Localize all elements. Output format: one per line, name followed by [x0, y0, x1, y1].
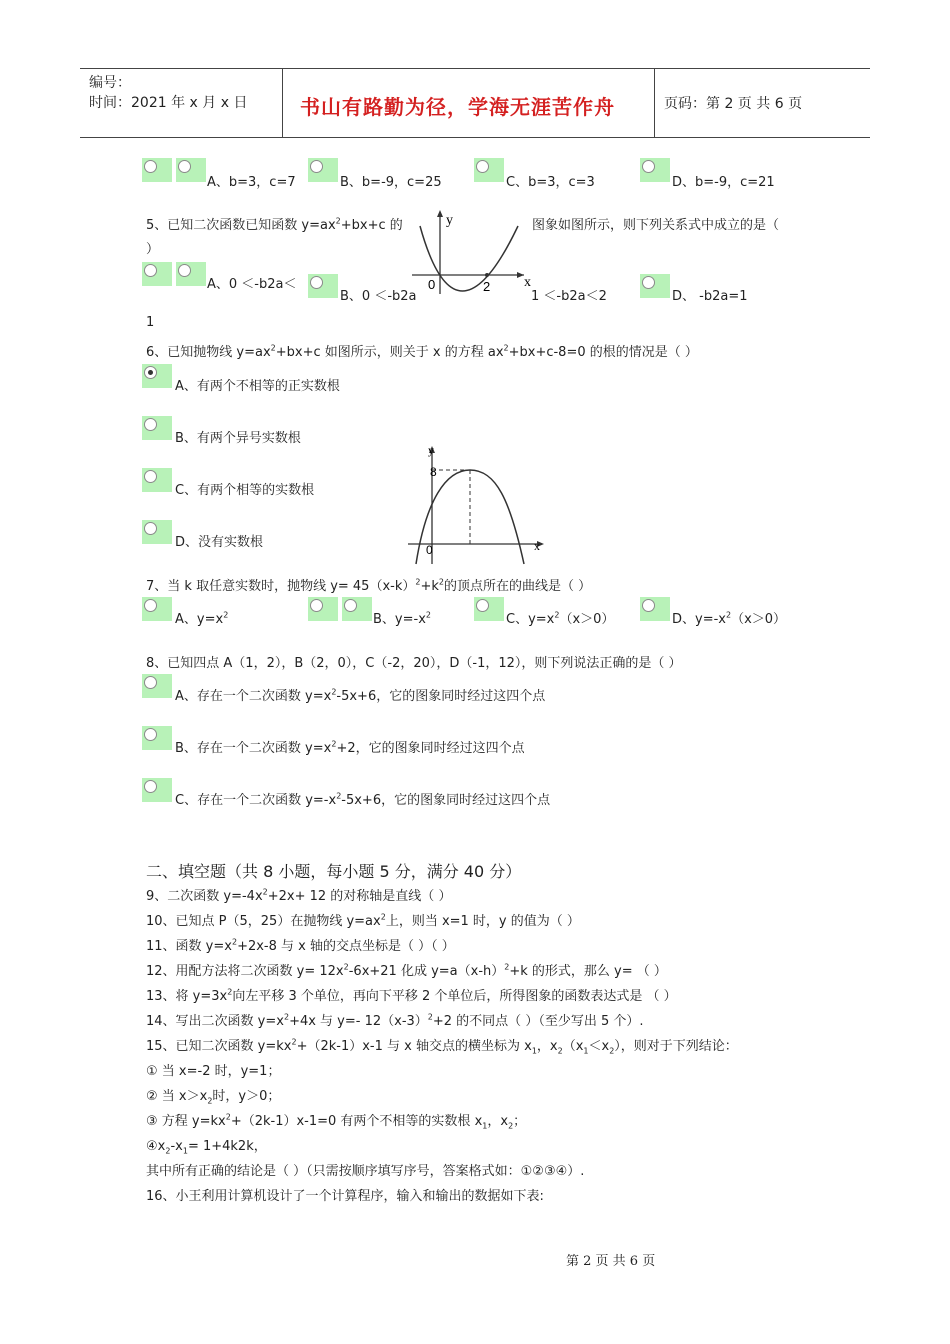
q5-radio-b[interactable]	[308, 274, 338, 298]
y-axis-arrow	[437, 210, 443, 217]
q9: 9、二次函数 $y=-4x^2+2x+ 12$ 的对称轴是直线（ ）	[146, 887, 452, 904]
q5-radio-a-1[interactable]	[142, 262, 172, 286]
q15-answer-prompt: 其中所有正确的结论是（ ）（只需按顺序填写序号，答案格式如：①②③④）.	[146, 1164, 585, 1179]
q6-option-d: D、没有实数根	[175, 535, 264, 550]
q15-conclusion-2: ② 当 $x>x_2$时，y＞0；	[146, 1089, 281, 1106]
q7-radio-c[interactable]	[474, 597, 504, 621]
y-axis-label: y	[428, 443, 434, 457]
q5-stem-end: ）	[146, 242, 160, 257]
origin-label: 0	[428, 277, 436, 292]
q13: 13、将 $y=3x^2$向左平移 3 个单位，再向下平移 2 个单位后，所得图象的函数表达式是 （ ）	[146, 987, 677, 1004]
header-divider	[654, 69, 655, 137]
q5-option-b: B、0 ＜-b2a	[340, 289, 417, 304]
header-motto: 书山有路勤为径，学海无涯苦作舟	[300, 95, 615, 119]
q4-radio-a-2[interactable]	[176, 158, 206, 182]
q6-radio-d[interactable]	[142, 520, 172, 544]
q8-radio-a[interactable]	[142, 674, 172, 698]
y-axis-label: y	[446, 213, 453, 228]
q14: 14、写出二次函数 $y=x^2+4x$ 与 y=- $12(x-3)^2+2$ 的不同点（ ）（至少写出 5 个）.	[146, 1012, 644, 1029]
code-label: 编号：	[89, 75, 131, 91]
q6-radio-b[interactable]	[142, 416, 172, 440]
q7-radio-d[interactable]	[640, 597, 670, 621]
q5-stem: 5、已知二次函数已知函数 $y=ax^2+bx+c$ 的	[146, 216, 403, 233]
q15-conclusion-3: ③ 方程 $y=kx^2+(2k-1)x-1=0$ 有两个不相等的实数根 $x_1$，$x_2$；	[146, 1112, 527, 1131]
section-title: 二、填空题（共 8 小题，每小题 5 分，满分 40 分）	[146, 862, 522, 881]
q11: 11、函数 $y=x^2+2x-8$ 与 x 轴的交点坐标是（ ）（ ）	[146, 937, 455, 954]
q6-stem: 6、已知抛物线 $y=ax^2+bx+c$ 如图所示，则关于 x 的方程 $ax^2+bx+c-8=0$ 的根的情况是（ ）	[146, 343, 698, 360]
q6-option-a: A、有两个不相等的正实数根	[175, 379, 340, 394]
q12: 12、用配方法将二次函数 $y= 12x^2-6x+21$ 化成 $y=a(x-h)^2+k$ 的形式，那么 y= （ ）	[146, 962, 667, 979]
q6-radio-a[interactable]	[142, 364, 172, 388]
q4-radio-b[interactable]	[308, 158, 338, 182]
q8-option-c: C、存在一个二次函数 $y=-x^2-5x+6$，它的图象同时经过这四个点	[175, 791, 551, 808]
page-footer: 第 2 页 共 6 页	[566, 1254, 656, 1269]
q7-stem: 7、当 k 取任意实数时，抛物线 $y= 45(x-k)^2+k^2$的顶点所在的曲线是（ ）	[146, 577, 592, 594]
q5-radio-d[interactable]	[640, 274, 670, 298]
q7-option-d: D、$y=-x^2(x>0)$	[672, 610, 787, 627]
q6-option-b: B、有两个异号实数根	[175, 431, 301, 446]
q7-option-a: A、$y=x^2$	[175, 610, 229, 627]
x-axis-label: x	[524, 275, 531, 290]
q7-radio-b-2[interactable]	[342, 597, 372, 621]
q7-radio-b-1[interactable]	[308, 597, 338, 621]
q5-option-c: 1 ＜-b2a＜2	[531, 289, 607, 304]
q4-option-c: C、b=3，c=3	[506, 175, 595, 190]
q7-radio-a[interactable]	[142, 597, 172, 621]
header-divider	[282, 69, 283, 137]
q4-option-a: A、b=3，c=7	[207, 175, 296, 190]
q8-option-a: A、存在一个二次函数 $y=x^2-5x+6$，它的图象同时经过这四个点	[175, 687, 546, 704]
q5-radio-a-2[interactable]	[176, 262, 206, 286]
q15-conclusion-4: $④x_2-x_1= 1+4k2k$，	[146, 1139, 267, 1156]
q4-radio-d[interactable]	[640, 158, 670, 182]
root-point	[485, 273, 489, 277]
page-header	[80, 68, 870, 138]
q15-conclusion-1: ① 当 x=-2 时，y=1；	[146, 1064, 281, 1079]
q7-option-c: C、$y=x^2(x>0)$	[506, 610, 615, 627]
q5-parabola-graph	[406, 206, 536, 300]
q16: 16、小王利用计算机设计了一个计算程序，输入和输出的数据如下表:	[146, 1189, 544, 1204]
q4-option-d: D、b=-9，c=21	[672, 175, 775, 190]
tick-label: 2	[483, 279, 491, 294]
q4-radio-c[interactable]	[474, 158, 504, 182]
q7-option-b: B、$y=-x^2$	[373, 610, 431, 627]
q6-parabola-graph	[404, 440, 552, 568]
q4-radio-a-1[interactable]	[142, 158, 172, 182]
tick-label: 8	[430, 465, 437, 479]
x-axis-arrow	[517, 272, 524, 278]
header-page-label: 页码：第 2 页 共 6 页	[664, 96, 803, 112]
q8-stem: 8、已知四点 A（1，2），B（2，0），C（-2，20），D（-1，12），则下列说法正确的是（ ）	[146, 656, 682, 671]
q6-option-c: C、有两个相等的实数根	[175, 483, 315, 498]
q6-radio-c[interactable]	[142, 468, 172, 492]
q15: 15、已知二次函数 $y=kx^2+(2k-1)x-1$ 与 x 轴交点的横坐标为 $x_1$，$x_2(x_1<x_2)$，则对于下列结论：	[146, 1037, 738, 1056]
q8-radio-c[interactable]	[142, 778, 172, 802]
q8-option-b: B、存在一个二次函数 $y=x^2+2$，它的图象同时经过这四个点	[175, 739, 525, 756]
q5-option-a: A、0 ＜-b2a＜	[207, 277, 297, 292]
q5-stem-cont: 图象如图所示，则下列关系式中成立的是（	[532, 218, 780, 233]
q5-option-d: D、 -b2a=1	[672, 289, 748, 304]
header-meta	[89, 73, 247, 113]
x-axis-label: x	[534, 539, 540, 553]
origin-label: 0	[426, 543, 433, 557]
q8-radio-b[interactable]	[142, 726, 172, 750]
q4-option-b: B、b=-9，c=25	[340, 175, 442, 190]
q5-tail: 1	[146, 315, 155, 330]
q10: 10、已知点 P（5，25）在抛物线 $y=ax^2$上，则当 x=1 时，y 的值为（ ）	[146, 912, 580, 929]
date-label: 时间：2021 年 x 月 x 日	[89, 95, 248, 111]
